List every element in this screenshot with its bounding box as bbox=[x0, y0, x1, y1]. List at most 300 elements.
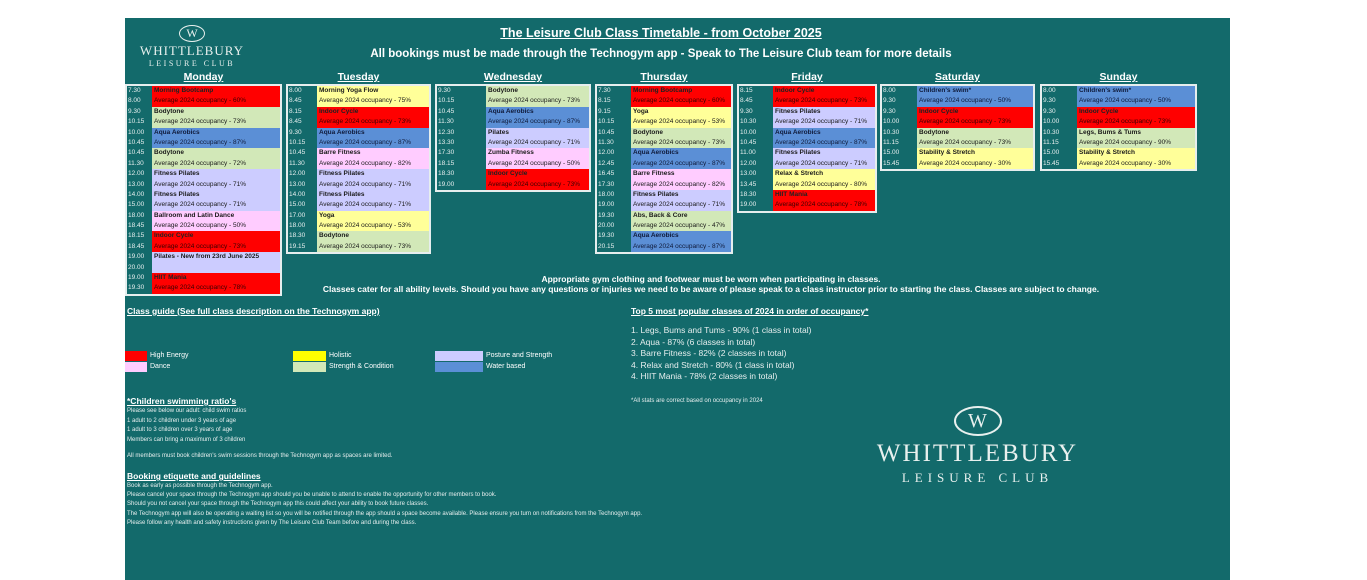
class-name: Stability & Stretch bbox=[917, 148, 1033, 158]
class-end-time: 15.00 bbox=[128, 201, 145, 209]
class-occupancy: Average 2024 occupancy - 71% bbox=[773, 159, 875, 169]
class-end-time: 11.15 bbox=[883, 138, 899, 146]
day-heading: Wednesday bbox=[483, 71, 543, 83]
class-name: Aqua Aerobics bbox=[631, 148, 731, 158]
class-start-time: 18.15 bbox=[128, 232, 145, 240]
legend-group bbox=[125, 350, 189, 372]
class-end-time: 10.15 bbox=[438, 97, 455, 105]
class-end-time: 8.45 bbox=[740, 97, 753, 105]
class-end-time: 19.00 bbox=[438, 180, 455, 188]
class-start-time: 8.00 bbox=[883, 87, 896, 94]
class-row bbox=[127, 190, 280, 200]
class-row bbox=[597, 86, 731, 96]
day-schedule bbox=[435, 84, 591, 192]
children-line: 1 adult to 2 children under 3 years of age bbox=[127, 417, 237, 424]
class-start-time: 15.00 bbox=[1043, 149, 1060, 157]
class-row bbox=[288, 180, 429, 190]
class-name: Bodytone bbox=[631, 128, 731, 138]
class-row bbox=[739, 138, 875, 148]
class-end-time: 13.00 bbox=[289, 180, 306, 188]
top5-item: 4. HIIT Mania - 78% (2 classes in total) bbox=[631, 371, 778, 381]
class-row bbox=[288, 117, 429, 127]
class-row bbox=[127, 159, 280, 169]
top5-item: 2. Aqua - 87% (6 classes in total) bbox=[631, 336, 756, 347]
class-end-time: 11.30 bbox=[128, 159, 144, 167]
notice bbox=[125, 274, 1297, 294]
class-row bbox=[739, 86, 875, 96]
children-note: All members must book children's swim sessions through the Technogym app as spaces are limited. bbox=[127, 453, 393, 459]
class-end-time: 13.30 bbox=[438, 138, 455, 146]
class-start-time: 12.00 bbox=[128, 170, 145, 178]
class-end-time: 8.45 bbox=[289, 97, 302, 105]
class-row bbox=[1042, 96, 1195, 106]
day-heading: Tuesday bbox=[337, 71, 380, 83]
day-column-saturday bbox=[880, 71, 1035, 171]
class-name: Bodytone bbox=[152, 148, 280, 158]
class-occupancy: Average 2024 occupancy - 47% bbox=[631, 221, 731, 231]
class-occupancy: Average 2024 occupancy - 80% bbox=[773, 180, 875, 190]
class-name: Stability & Stretch bbox=[1077, 148, 1195, 158]
class-row bbox=[597, 148, 731, 158]
class-start-time: 9.30 bbox=[289, 128, 302, 136]
class-start-time: 8.15 bbox=[289, 107, 302, 115]
stats-note: *All stats are correct based on occupancy in 2024 bbox=[631, 398, 763, 404]
class-end-time: 15.45 bbox=[883, 159, 900, 167]
class-end-time: 15.45 bbox=[1043, 159, 1060, 167]
class-row bbox=[739, 169, 875, 179]
class-row bbox=[288, 169, 429, 179]
day-schedule bbox=[125, 84, 282, 296]
class-row bbox=[739, 117, 875, 127]
class-row bbox=[882, 148, 1033, 158]
class-row bbox=[597, 200, 731, 210]
class-end-time: 10.15 bbox=[598, 118, 615, 126]
class-occupancy: Average 2024 occupancy - 30% bbox=[1077, 159, 1195, 169]
class-row bbox=[127, 231, 280, 241]
class-row bbox=[739, 107, 875, 117]
class-row bbox=[127, 117, 280, 127]
class-end-time: 9.30 bbox=[1043, 97, 1056, 105]
class-end-time: 10.15 bbox=[289, 138, 306, 146]
class-start-time: 10.00 bbox=[128, 128, 145, 136]
class-occupancy: Average 2024 occupancy - 90% bbox=[1077, 138, 1195, 148]
class-row bbox=[288, 242, 429, 252]
legend-swatch bbox=[435, 362, 483, 372]
class-name: Indoor Cycle bbox=[317, 107, 429, 117]
class-row bbox=[882, 117, 1033, 127]
class-end-time: 11.30 bbox=[598, 138, 614, 146]
class-name: Bodytone bbox=[917, 128, 1033, 138]
class-start-time: 19.00 bbox=[128, 274, 145, 282]
class-occupancy: Average 2024 occupancy - 71% bbox=[152, 180, 280, 190]
logo-subtitle: LEISURE CLUB bbox=[148, 59, 236, 68]
class-name: Pilates - New from 23rd June 2025 bbox=[152, 252, 280, 262]
class-end-time: 9.30 bbox=[883, 97, 896, 105]
class-name: Indoor Cycle bbox=[917, 107, 1033, 117]
class-start-time: 10.45 bbox=[128, 149, 145, 157]
class-start-time: 9.30 bbox=[883, 107, 896, 115]
legend-label: Strength & Condition bbox=[329, 363, 394, 370]
class-end-time: 19.00 bbox=[740, 201, 757, 209]
class-start-time: 10.45 bbox=[289, 149, 306, 157]
class-name: Bodytone bbox=[152, 107, 280, 117]
class-name: Indoor Cycle bbox=[152, 231, 280, 241]
class-row bbox=[437, 96, 589, 106]
legend-swatch bbox=[293, 351, 326, 361]
class-name: Yoga bbox=[631, 107, 731, 117]
class-occupancy bbox=[152, 263, 280, 273]
day-heading: Monday bbox=[183, 71, 224, 83]
class-start-time: 18.30 bbox=[740, 190, 757, 198]
day-column-wednesday bbox=[435, 71, 591, 192]
logo-name: WHITTLEBURY bbox=[139, 43, 245, 58]
day-schedule bbox=[737, 84, 877, 213]
class-occupancy: Average 2024 occupancy - 71% bbox=[773, 117, 875, 127]
day-heading: Sunday bbox=[1099, 71, 1138, 83]
class-row bbox=[288, 159, 429, 169]
class-row bbox=[127, 128, 280, 138]
class-occupancy: Average 2024 occupancy - 50% bbox=[486, 159, 589, 169]
class-start-time: 9.30 bbox=[128, 107, 141, 115]
class-occupancy: Average 2024 occupancy - 78% bbox=[152, 283, 280, 293]
class-row bbox=[127, 107, 280, 117]
class-start-time: 10.00 bbox=[740, 128, 757, 136]
logo-mark-icon: W bbox=[179, 25, 205, 42]
class-start-time: 7.30 bbox=[598, 87, 611, 94]
legend-label: Dance bbox=[150, 363, 171, 370]
class-occupancy: Average 2024 occupancy - 71% bbox=[317, 180, 429, 190]
logo-bottom bbox=[875, 406, 1080, 486]
top5-item: 1. Legs, Bums and Tums - 90% (1 class in total) bbox=[631, 325, 812, 335]
legend-swatch bbox=[435, 351, 483, 361]
class-row bbox=[882, 107, 1033, 117]
class-row bbox=[597, 96, 731, 106]
class-end-time: 18.00 bbox=[289, 222, 306, 230]
class-row bbox=[597, 159, 731, 169]
class-occupancy: Average 2024 occupancy - 71% bbox=[486, 138, 589, 148]
class-row bbox=[288, 190, 429, 200]
class-row bbox=[288, 138, 429, 148]
class-row bbox=[127, 242, 280, 252]
class-name: Aqua Aerobics bbox=[152, 128, 280, 138]
legend-swatch bbox=[293, 362, 326, 372]
legend-swatch bbox=[125, 351, 147, 361]
class-name: Fitness Pilates bbox=[152, 169, 280, 179]
page-title: The Leisure Club Class Timetable - from October 2025 bbox=[500, 26, 822, 40]
class-row bbox=[739, 190, 875, 200]
class-name: Fitness Pilates bbox=[152, 190, 280, 200]
class-row bbox=[288, 107, 429, 117]
class-row bbox=[437, 138, 589, 148]
timetable-panel bbox=[125, 18, 1230, 580]
class-row bbox=[288, 211, 429, 221]
class-row bbox=[127, 96, 280, 106]
class-occupancy: Average 2024 occupancy - 87% bbox=[631, 159, 731, 169]
class-row bbox=[127, 263, 280, 273]
legend-item bbox=[435, 361, 552, 372]
legend-label: Holistic bbox=[329, 352, 352, 359]
class-occupancy: Average 2024 occupancy - 87% bbox=[773, 138, 875, 148]
class-occupancy: Average 2024 occupancy - 73% bbox=[486, 96, 589, 106]
class-end-time: 10.45 bbox=[740, 138, 757, 146]
class-occupancy: Average 2024 occupancy - 71% bbox=[631, 200, 731, 210]
class-name: Morning Bootcamp bbox=[631, 86, 731, 96]
class-row bbox=[597, 180, 731, 190]
legend-label: Water based bbox=[486, 363, 526, 370]
class-occupancy: Average 2024 occupancy - 82% bbox=[631, 180, 731, 190]
class-start-time: 9.30 bbox=[1043, 107, 1056, 115]
class-end-time: 10.30 bbox=[740, 118, 757, 126]
class-row bbox=[882, 138, 1033, 148]
class-row bbox=[127, 200, 280, 210]
class-row bbox=[597, 221, 731, 231]
class-row bbox=[739, 148, 875, 158]
class-end-time: 13.00 bbox=[128, 180, 145, 188]
day-schedule bbox=[1040, 84, 1197, 171]
class-start-time: 10.45 bbox=[438, 107, 455, 115]
class-row bbox=[1042, 117, 1195, 127]
class-name: Aqua Aerobics bbox=[631, 231, 731, 241]
class-name: Barre Fitness bbox=[631, 169, 731, 179]
class-start-time: 10.45 bbox=[598, 128, 615, 136]
class-name: Aqua Aerobics bbox=[773, 128, 875, 138]
class-name: Aqua Aerobics bbox=[486, 107, 589, 117]
day-column-sunday bbox=[1040, 71, 1197, 171]
class-occupancy: Average 2024 occupancy - 71% bbox=[317, 200, 429, 210]
class-row bbox=[437, 159, 589, 169]
class-occupancy: Average 2024 occupancy - 73% bbox=[917, 117, 1033, 127]
day-column-monday bbox=[125, 71, 282, 296]
class-occupancy: Average 2024 occupancy - 72% bbox=[152, 159, 280, 169]
class-row bbox=[1042, 107, 1195, 117]
logo-mark-icon: W bbox=[954, 406, 1002, 436]
class-occupancy: Average 2024 occupancy - 53% bbox=[317, 221, 429, 231]
class-occupancy: Average 2024 occupancy - 73% bbox=[486, 180, 589, 190]
class-start-time: 18.00 bbox=[598, 190, 615, 198]
class-row bbox=[127, 180, 280, 190]
class-name: Indoor Cycle bbox=[486, 169, 589, 179]
booking-line: Book as early as possible through the Technogym app. bbox=[127, 483, 273, 489]
class-end-time: 18.45 bbox=[128, 222, 145, 230]
booking-guidelines bbox=[127, 482, 642, 528]
class-name: Bodytone bbox=[317, 231, 429, 241]
class-row bbox=[437, 128, 589, 138]
class-end-time: 12.45 bbox=[598, 159, 615, 167]
class-name: Fitness Pilates bbox=[317, 169, 429, 179]
class-start-time: 15.00 bbox=[883, 149, 900, 157]
class-end-time: 20.00 bbox=[128, 263, 145, 271]
legend-group bbox=[293, 350, 394, 372]
class-row bbox=[127, 86, 280, 96]
class-end-time: 15.00 bbox=[289, 201, 306, 209]
class-name: Morning Yoga Flow bbox=[317, 86, 429, 96]
top5-item: 3. Barre Fitness - 82% (2 classes in total) bbox=[631, 348, 787, 358]
children-title: *Children swimming ratio's bbox=[127, 396, 237, 406]
class-row bbox=[288, 231, 429, 241]
class-row bbox=[437, 86, 589, 96]
class-occupancy: Average 2024 occupancy - 60% bbox=[152, 96, 280, 106]
class-occupancy: Average 2024 occupancy - 73% bbox=[773, 96, 875, 106]
day-heading: Friday bbox=[791, 71, 823, 83]
class-row bbox=[437, 180, 589, 190]
class-row bbox=[127, 148, 280, 158]
class-start-time: 19.30 bbox=[598, 232, 615, 240]
class-row bbox=[127, 169, 280, 179]
class-row bbox=[739, 159, 875, 169]
class-row bbox=[882, 159, 1033, 169]
legend-item bbox=[293, 361, 394, 372]
class-end-time: 18.45 bbox=[128, 242, 145, 250]
class-occupancy: Average 2024 occupancy - 73% bbox=[317, 242, 429, 252]
class-start-time: 12.00 bbox=[598, 149, 615, 157]
class-end-time: 19.00 bbox=[598, 201, 615, 209]
class-row bbox=[1042, 138, 1195, 148]
class-row bbox=[288, 200, 429, 210]
class-occupancy: Average 2024 occupancy - 73% bbox=[152, 242, 280, 252]
class-start-time: 8.00 bbox=[1043, 87, 1056, 94]
legend-swatch bbox=[125, 362, 147, 372]
class-start-time: 9.30 bbox=[740, 107, 753, 115]
class-start-time: 11.00 bbox=[740, 149, 756, 157]
day-column-tuesday bbox=[286, 71, 431, 254]
class-occupancy: Average 2024 occupancy - 82% bbox=[317, 159, 429, 169]
class-row bbox=[288, 221, 429, 231]
class-name: Relax & Stretch bbox=[773, 169, 875, 179]
class-row bbox=[127, 138, 280, 148]
class-end-time: 11.15 bbox=[1043, 138, 1059, 146]
class-occupancy: Average 2024 occupancy - 87% bbox=[317, 138, 429, 148]
class-row bbox=[288, 96, 429, 106]
class-start-time: 18.30 bbox=[438, 170, 455, 178]
class-occupancy: Average 2024 occupancy - 87% bbox=[486, 117, 589, 127]
booking-line: Please follow any health and safety instructions given by The Leisure Club Team before and during the class. bbox=[127, 519, 417, 526]
day-schedule bbox=[595, 84, 733, 254]
class-row bbox=[437, 148, 589, 158]
class-end-time: 10.15 bbox=[128, 118, 145, 126]
class-row bbox=[127, 211, 280, 221]
children-line: Please see below our adult: child swim ratios bbox=[127, 408, 247, 414]
class-name: Legs, Bums & Tums bbox=[1077, 128, 1195, 138]
class-occupancy: Average 2024 occupancy - 50% bbox=[152, 221, 280, 231]
class-occupancy: Average 2024 occupancy - 71% bbox=[152, 200, 280, 210]
class-name: Zumba Fitness bbox=[486, 148, 589, 158]
class-occupancy: Average 2024 occupancy - 30% bbox=[917, 159, 1033, 169]
legend-item bbox=[125, 350, 189, 361]
class-row bbox=[739, 128, 875, 138]
class-end-time: 19.15 bbox=[289, 242, 306, 250]
class-occupancy: Average 2024 occupancy - 73% bbox=[917, 138, 1033, 148]
class-end-time: 10.00 bbox=[883, 118, 900, 126]
class-row bbox=[127, 221, 280, 231]
booking-title: Booking etiquette and guidelines bbox=[127, 471, 261, 481]
class-end-time: 8.45 bbox=[289, 118, 302, 126]
legend-item bbox=[293, 350, 394, 361]
class-end-time: 10.45 bbox=[128, 138, 145, 146]
class-name: Morning Bootcamp bbox=[152, 86, 280, 96]
class-end-time: 8.00 bbox=[128, 97, 141, 105]
class-row bbox=[882, 86, 1033, 96]
class-start-time: 17.30 bbox=[438, 149, 455, 157]
booking-line: Please cancel your space through the Technogym app should you be unable to attend to enable the opportunity for other members to book. bbox=[127, 492, 497, 499]
class-row bbox=[597, 211, 731, 221]
children-ratios bbox=[127, 407, 246, 445]
class-name: Yoga bbox=[317, 211, 429, 221]
class-occupancy: Average 2024 occupancy - 73% bbox=[631, 138, 731, 148]
class-end-time: 12.00 bbox=[740, 159, 757, 167]
class-start-time: 16.45 bbox=[598, 170, 615, 178]
class-occupancy: Average 2024 occupancy - 73% bbox=[317, 117, 429, 127]
class-row bbox=[739, 96, 875, 106]
class-name: Ballroom and Latin Dance bbox=[152, 211, 280, 221]
class-end-time: 11.30 bbox=[289, 159, 305, 167]
class-start-time: 17.00 bbox=[289, 211, 306, 219]
class-end-time: 19.30 bbox=[128, 284, 145, 292]
class-name: Aqua Aerobics bbox=[317, 128, 429, 138]
class-name: Children's swim* bbox=[917, 86, 1033, 96]
class-name: Fitness Pilates bbox=[773, 107, 875, 117]
class-row bbox=[127, 252, 280, 262]
class-end-time: 20.00 bbox=[598, 222, 615, 230]
class-name: Bodytone bbox=[486, 86, 589, 96]
class-occupancy: Average 2024 occupancy - 75% bbox=[317, 96, 429, 106]
class-start-time: 8.00 bbox=[289, 87, 302, 94]
class-start-time: 19.00 bbox=[128, 253, 145, 261]
class-start-time: 10.30 bbox=[1043, 128, 1060, 136]
top5-list bbox=[631, 325, 811, 383]
class-start-time: 7.30 bbox=[128, 87, 141, 94]
class-start-time: 12.30 bbox=[438, 128, 455, 136]
class-occupancy: Average 2024 occupancy - 73% bbox=[152, 117, 280, 127]
class-occupancy: Average 2024 occupancy - 87% bbox=[152, 138, 280, 148]
class-row bbox=[1042, 148, 1195, 158]
class-row bbox=[597, 190, 731, 200]
notice-line-1: Appropriate gym clothing and footwear must be worn when participating in classes. bbox=[541, 274, 881, 284]
class-start-time: 14.00 bbox=[128, 190, 145, 198]
class-start-time: 18.30 bbox=[289, 232, 306, 240]
class-row bbox=[739, 180, 875, 190]
day-schedule bbox=[880, 84, 1035, 171]
class-guide-title: Class guide (See full class description on the Technogym app) bbox=[127, 306, 380, 316]
class-occupancy: Average 2024 occupancy - 53% bbox=[631, 117, 731, 127]
legend-group bbox=[435, 350, 552, 372]
class-row bbox=[288, 86, 429, 96]
legend-label: High Energy bbox=[150, 352, 189, 359]
children-line: 1 adult to 3 children over 3 years of age bbox=[127, 427, 233, 433]
class-start-time: 19.30 bbox=[598, 211, 615, 219]
class-occupancy: Average 2024 occupancy - 50% bbox=[917, 96, 1033, 106]
class-end-time: 18.15 bbox=[438, 159, 455, 167]
class-occupancy: Average 2024 occupancy - 87% bbox=[631, 242, 731, 252]
class-row bbox=[882, 128, 1033, 138]
class-row bbox=[597, 242, 731, 252]
class-name: Barre Fitness bbox=[317, 148, 429, 158]
class-row bbox=[437, 169, 589, 179]
class-name: Pilates bbox=[486, 128, 589, 138]
page-subtitle: All bookings must be made through the Technogym app - Speak to The Leisure Club team for more details bbox=[370, 48, 952, 60]
notice-line-2: Classes cater for all ability levels. Should you have any questions or injuries we need to be aware of please speak to a class instructor prior to starting the class. Classes are subject to change. bbox=[322, 284, 1100, 294]
class-occupancy: Average 2024 occupancy - 78% bbox=[773, 200, 875, 210]
class-row bbox=[882, 96, 1033, 106]
class-name: HIIT Mania bbox=[773, 190, 875, 200]
legend-label: Posture and Strength bbox=[486, 352, 553, 359]
class-name: Indoor Cycle bbox=[773, 86, 875, 96]
top5-item: 4. Relax and Stretch - 80% (1 class in total) bbox=[631, 359, 795, 370]
day-column-thursday bbox=[595, 71, 733, 254]
class-row bbox=[597, 107, 731, 117]
class-start-time: 9.15 bbox=[598, 107, 611, 115]
legend-item bbox=[125, 361, 189, 372]
class-name: Fitness Pilates bbox=[631, 190, 731, 200]
